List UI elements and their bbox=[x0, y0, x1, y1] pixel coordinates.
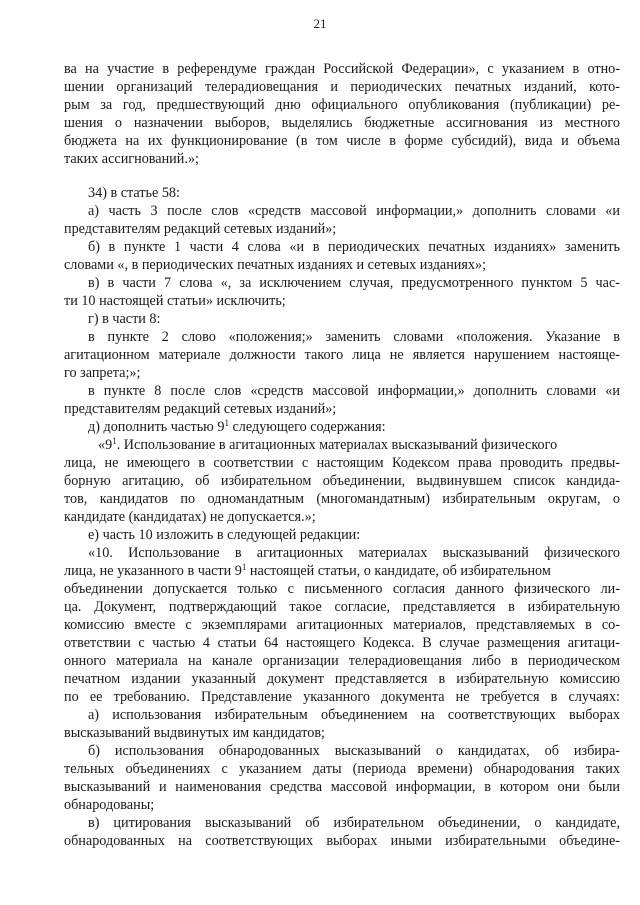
text-line: в) цитирования высказываний об избирательном объединении, о кандидате, bbox=[88, 815, 620, 831]
text-line: в пункте 2 слово «положения;» заменить словами «положения. Указание в bbox=[88, 329, 620, 345]
text-line: обнародованных на соответствующих выборах иными избирательными объедине- bbox=[64, 833, 620, 849]
text-line: обнародованы; bbox=[64, 797, 155, 813]
text-line bbox=[98, 436, 620, 454]
superscript: 1 bbox=[224, 418, 229, 428]
text-line: по ее требованию. Представление указанного документа не требуется в случаях: bbox=[64, 689, 620, 705]
text-line: рым за год, предшествующий дню официального опубликования (публикации) ре- bbox=[64, 97, 620, 113]
list-item-heading: 34) в статье 58: bbox=[88, 185, 180, 201]
text-line: ца. Документ, подтверждающий такое согласие, представляется в избирательную bbox=[64, 599, 620, 615]
text-line: тов, кандидатов по одномандатным (многомандатным) избирательным округам, о bbox=[64, 491, 620, 507]
text-line: б) в пункте 1 части 4 слова «и в периодических печатных изданиях» заменить bbox=[88, 239, 620, 255]
text-line bbox=[64, 562, 620, 580]
text-line: шении организаций телерадиовещания и периодических печатных изданий, кото- bbox=[64, 79, 620, 95]
text-line: высказываний и наименования средства массовой информации, в котором они были bbox=[64, 779, 620, 795]
text-line: г) в части 8: bbox=[88, 311, 161, 327]
text-fragment: . Использование в агитационных материалах высказываний физического bbox=[116, 437, 558, 453]
text-line: шения о назначении выборов, выделялись бюджетные ассигнования из местного bbox=[64, 115, 620, 131]
text-line: комиссию вместе с экземплярами агитационных материалов, представляемых в со- bbox=[64, 617, 620, 633]
text-line: в) в части 7 слова «, за исключением случая, предусмотренного пунктом 5 час- bbox=[88, 275, 620, 291]
text-line: ва на участие в референдуме граждан Российской Федерации», с указанием в отно- bbox=[64, 61, 620, 77]
text-line: представителям редакций сетевых изданий»; bbox=[64, 221, 337, 237]
text-line: кандидате (кандидатах) не допускается.»; bbox=[64, 509, 316, 525]
text-line: бюджета на их функционирование (в том числе в форме субсидий), вида и объема bbox=[64, 133, 620, 149]
text-line bbox=[88, 418, 620, 436]
text-line: представителям редакций сетевых изданий»; bbox=[64, 401, 337, 417]
text-line: е) часть 10 изложить в следующей редакции: bbox=[88, 527, 361, 543]
text-line: а) использования избирательным объединением на соответствующих выборах bbox=[88, 707, 620, 723]
text-line: лица, не имеющего в соответствии с настоящим Кодексом права проводить предвы- bbox=[64, 455, 620, 471]
text-line: а) часть 3 после слов «средств массовой информации,» дополнить словами «и bbox=[88, 203, 620, 219]
page-number: 21 bbox=[313, 16, 327, 31]
text-fragment: д) дополнить частью 9 bbox=[88, 419, 225, 435]
text-line: «10. Использование в агитационных материалах высказываний физического bbox=[88, 545, 620, 561]
text-line: в пункте 8 после слов «средств массовой информации,» дополнить словами «и bbox=[88, 383, 620, 399]
superscript: 1 bbox=[241, 562, 247, 572]
text-line: тельных объединениях с указанием даты (периода времени) обнародования таких bbox=[64, 761, 620, 777]
text-fragment: следующего содержания: bbox=[228, 419, 386, 435]
text-fragment: «9 bbox=[98, 437, 113, 453]
text-line: таких ассигнований.»; bbox=[64, 151, 199, 167]
superscript: 1 bbox=[112, 436, 117, 446]
text-line: агитационном материале должности такого лица не является нарушением настояще- bbox=[64, 347, 620, 363]
text-line: высказываний выдвинутых им кандидатов; bbox=[64, 725, 325, 741]
text-line: б) использования обнародованных высказываний о кандидатах, об избира- bbox=[88, 743, 620, 759]
text-line: ответствии с частью 4 статьи 64 настоящего Кодекса. В случае размещения агитаци- bbox=[64, 635, 620, 651]
text-line: борную агитацию, об избирательном объединении, выдвинувшем список кандида- bbox=[64, 473, 620, 489]
text-fragment: лица, не указанного в части 9 bbox=[64, 563, 242, 579]
text-line: объединении допускается только с письменного согласия данного физического ли- bbox=[64, 581, 620, 597]
text-line: ти 10 настоящей статьи» исключить; bbox=[64, 293, 286, 309]
text-line: словами «, в периодических печатных изданиях и сетевых изданиях»; bbox=[64, 257, 487, 273]
text-line: онного материала на канале организации телерадиовещания либо в периодическом bbox=[64, 653, 620, 669]
text-line: печатном издании указанный документ представляется в избирательную комиссию bbox=[64, 671, 620, 687]
text-fragment: настоящей статьи, о кандидате, об избирательном bbox=[246, 563, 551, 579]
text-line: го запрета;»; bbox=[64, 365, 141, 381]
